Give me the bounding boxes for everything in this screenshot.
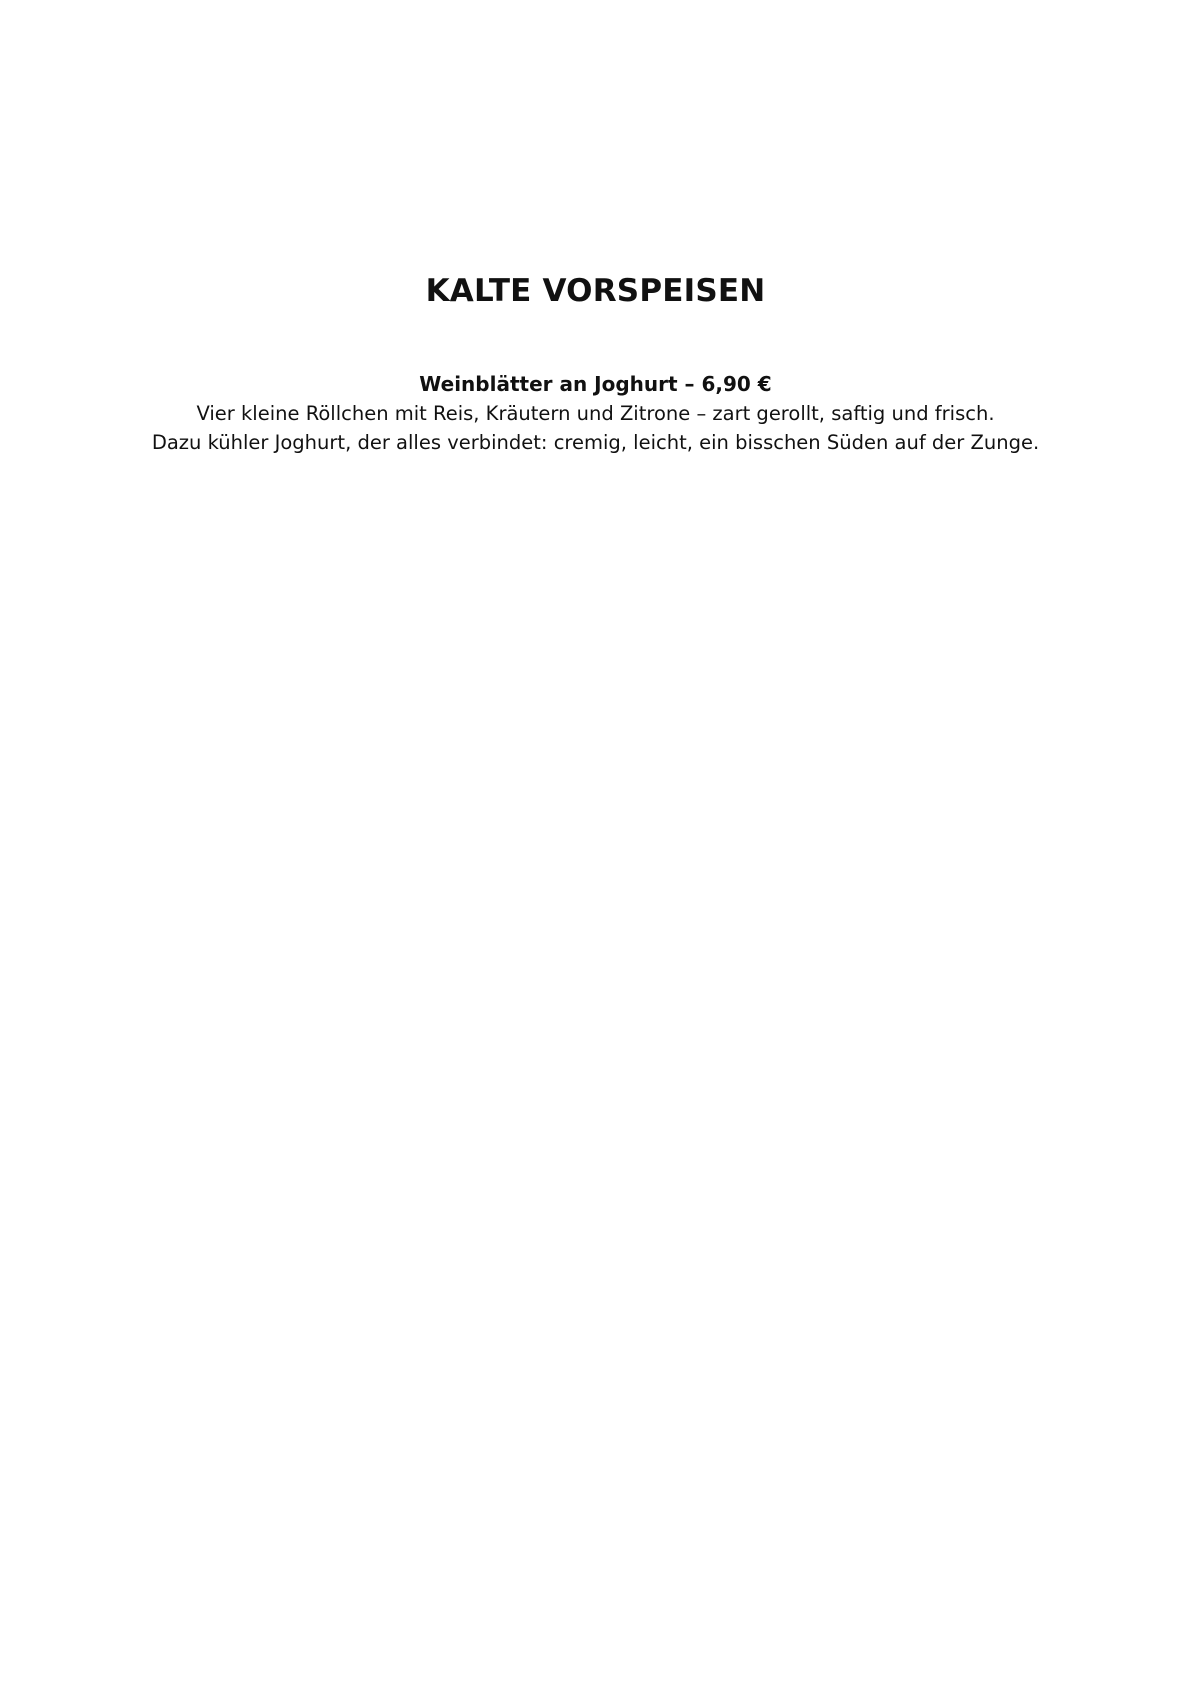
menu-item-heading: Weinblätter an Joghurt – 6,90 € <box>419 372 772 396</box>
menu-item-description-line: Vier kleine Röllchen mit Reis, Kräutern und Zitrone – zart gerollt, saftig und frisch. <box>196 402 995 425</box>
section-title: KALTE VORSPEISEN <box>425 273 766 309</box>
menu-item-description-line: Dazu kühler Joghurt, der alles verbindet: cremig, leicht, ein bisschen Süden auf der Zunge. <box>151 431 1040 454</box>
menu-item-weinblaetter <box>60 370 1131 457</box>
